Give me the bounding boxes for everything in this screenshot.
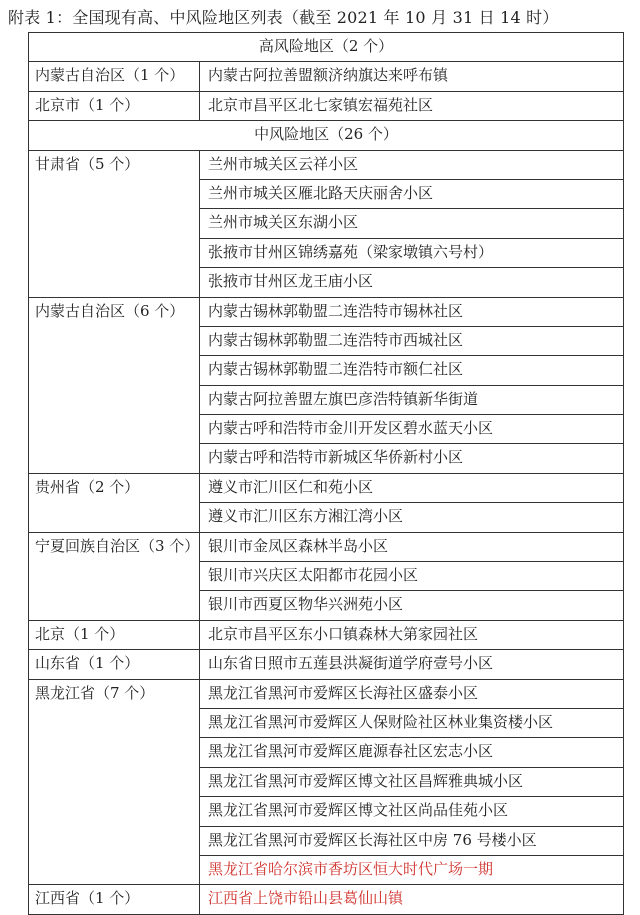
table-row [29, 650, 624, 679]
area-cell: 黑龙江省黑河市爱辉区长海社区中房 76 号楼小区 [200, 826, 624, 855]
area-cell: 内蒙古锡林郭勒盟二连浩特市西城社区 [200, 326, 624, 355]
area-cell-new: 江西省上饶市铅山县葛仙山镇 [200, 885, 624, 914]
high-risk-header: 高风险地区（2 个） [29, 33, 624, 62]
table-row [29, 473, 624, 502]
area-cell: 北京市昌平区北七家镇宏福苑社区 [200, 91, 624, 120]
area-cell: 内蒙古锡林郭勒盟二连浩特市额仁社区 [200, 356, 624, 385]
high-risk-header-row [29, 33, 624, 62]
province-cell: 甘肃省（5 个） [29, 150, 200, 297]
area-cell: 黑龙江省黑河市爱辉区人保财险社区林业集资楼小区 [200, 708, 624, 737]
area-cell: 黑龙江省黑河市爱辉区长海社区盛泰小区 [200, 679, 624, 708]
area-cell: 黑龙江省黑河市爱辉区博文社区尚品佳苑小区 [200, 797, 624, 826]
medium-risk-header: 中风险地区（26 个） [29, 121, 624, 150]
table-row [29, 620, 624, 649]
area-cell: 黑龙江省黑河市爱辉区博文社区昌辉雅典城小区 [200, 767, 624, 796]
area-cell: 银川市金凤区森林半岛小区 [200, 532, 624, 561]
area-cell: 内蒙古呼和浩特市新城区华侨新村小区 [200, 444, 624, 473]
province-cell: 贵州省（2 个） [29, 473, 200, 532]
province-cell: 内蒙古自治区（1 个） [29, 62, 200, 91]
medium-risk-header-row [29, 121, 624, 150]
area-cell: 张掖市甘州区锦绣嘉苑（梁家墩镇六号村） [200, 238, 624, 267]
province-cell: 北京市（1 个） [29, 91, 200, 120]
area-cell: 内蒙古阿拉善盟额济纳旗达来呼布镇 [200, 62, 624, 91]
area-cell: 内蒙古锡林郭勒盟二连浩特市锡林社区 [200, 297, 624, 326]
table-caption: 附表 1：全国现有高、中风险地区列表（截至 2021 年 10 月 31 日 14 时） [8, 8, 559, 27]
province-cell: 黑龙江省（7 个） [29, 679, 200, 885]
table-row [29, 885, 624, 914]
area-cell: 兰州市城关区东湖小区 [200, 209, 624, 238]
table-row [29, 62, 624, 91]
area-cell: 兰州市城关区云祥小区 [200, 150, 624, 179]
table-row [29, 532, 624, 561]
area-cell-new: 黑龙江省哈尔滨市香坊区恒大时代广场一期 [200, 855, 624, 884]
area-cell: 山东省日照市五莲县洪凝街道学府壹号小区 [200, 650, 624, 679]
area-cell: 兰州市城关区雁北路天庆丽舍小区 [200, 179, 624, 208]
risk-area-table [28, 32, 624, 915]
province-cell: 北京（1 个） [29, 620, 200, 649]
area-cell: 遵义市汇川区东方湘江湾小区 [200, 503, 624, 532]
province-cell: 宁夏回族自治区（3 个） [29, 532, 200, 620]
table-row [29, 91, 624, 120]
area-cell: 银川市西夏区物华兴洲苑小区 [200, 591, 624, 620]
area-cell: 内蒙古呼和浩特市金川开发区碧水蓝天小区 [200, 415, 624, 444]
area-cell: 张掖市甘州区龙王庙小区 [200, 268, 624, 297]
area-cell: 内蒙古阿拉善盟左旗巴彦浩特镇新华街道 [200, 385, 624, 414]
area-cell: 黑龙江省黑河市爱辉区鹿源春社区宏志小区 [200, 738, 624, 767]
area-cell: 遵义市汇川区仁和苑小区 [200, 473, 624, 502]
province-cell: 山东省（1 个） [29, 650, 200, 679]
area-cell: 银川市兴庆区太阳都市花园小区 [200, 562, 624, 591]
table-row [29, 150, 624, 179]
table-row [29, 297, 624, 326]
area-cell: 北京市昌平区东小口镇森林大第家园社区 [200, 620, 624, 649]
province-cell: 内蒙古自治区（6 个） [29, 297, 200, 473]
table-row [29, 679, 624, 708]
province-cell: 江西省（1 个） [29, 885, 200, 914]
